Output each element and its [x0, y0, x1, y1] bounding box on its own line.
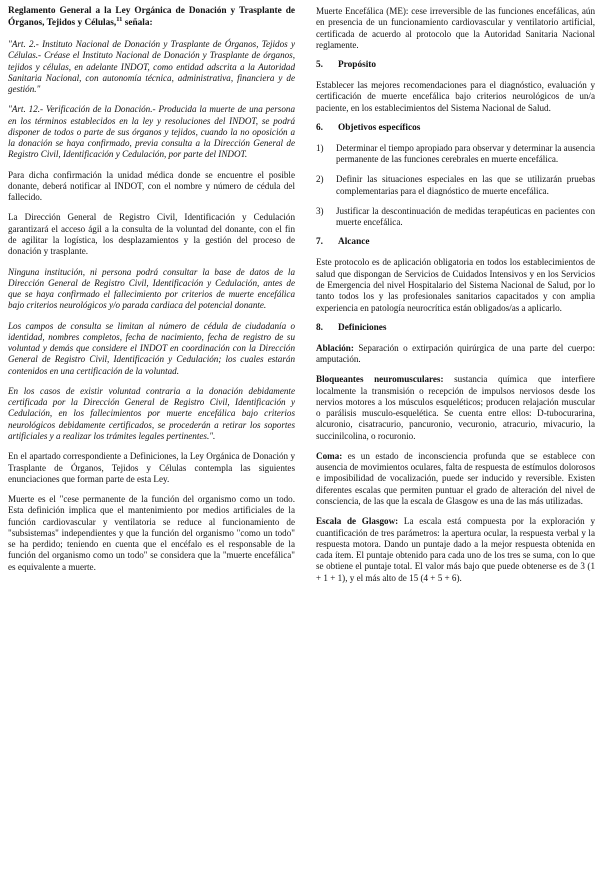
definition-text: sustancia química que interfiere localmente la transmisión o recepción de impulsos nerviosos desde los nervios motores a los músculos esqueléticos; producen relajación muscular o parálisis musculo-esquelética. Se cuenta entre ellos: D-tubocurarina, alcuronio, cisatracurio, pancuronio, vecuronio, atracurio, mivacurio, la succinilcolina, o rocuronio.	[316, 374, 596, 441]
section-7-text: Este protocolo es de aplicación obligatoria en todos los establecimientos de salud que dispongan de Servicios de Cuidados Intensivos y en los Servicios de Emergencia del nivel Hospitalario del Sistema Nacional de Salud, por lo tanto todos los y las profesionales sanitarios capacitados y con amplia experiencia en patología neurocrítica están obligados/as a aplicarlo.	[316, 257, 595, 313]
section-number: 8.	[316, 322, 323, 333]
section-number: 7.	[316, 237, 323, 248]
reglamento-heading-tail: señala:	[122, 17, 153, 28]
section-title: Alcance	[338, 237, 370, 248]
reglamento-heading-text: Reglamento General a la Ley Orgánica de Donación y Trasplante de Órganos, Tejidos y Células,	[8, 6, 295, 28]
paragraph-muerte-encefalica: Muerte Encefálica (ME): cese irreversible de las funciones encefálicas, aún en presencia de un funcionamiento cardiovascular y ventilatorio artificial, certificada de acuerdo al protocolo que la Autoridad Sanitaria Nacional reglamente.	[316, 6, 595, 50]
section-title: Propósito	[338, 60, 377, 71]
list-item	[316, 206, 595, 229]
paragraph-confirmacion: Para dicha confirmación la unidad médica donde se encuentre el posible donante, deberá notificar al INDOT, con el nombre y número de cédula del fallecido.	[8, 169, 295, 203]
paragraph-apartado-definiciones: En el apartado correspondiente a Definiciones, la Ley Orgánica de Donación y Trasplante de Órganos, Tejidos y Células contempla las siguientes enunciaciones que forman parte de esta Ley.	[8, 451, 295, 484]
definition-term: Bloqueantes neuromusculares:	[316, 374, 444, 385]
section-number: 6.	[316, 122, 323, 133]
quote-art-12: "Art. 12.- Verificación de la Donación.- Producida la muerte de una persona en los términos establecidos en la ley y resoluciones del INDOT, se podrá disponer de todos o parte de sus órganos y tejidos, cuando la no oposición a la donación se haya confirmado, previa consulta a la Dirección General de Registro Civil, Identificación y Cedulación, por parte del INDOT.	[8, 104, 295, 160]
section-number: 5.	[316, 60, 323, 71]
definition-text: es un estado de inconsciencia profunda que se establece con ausencia de movimientos oculares, falta de respuesta de estímulos dolorosos e imposibilidad de vocalización, puede ser inducido y reversible. Existen diferentes escalas que permiten puntuar el grado de alteración del nivel de consciencia, de las que la escala de Glasgow es una de las más utilizadas.	[316, 450, 595, 506]
right-column	[316, 6, 595, 593]
quote-campos-consulta: Los campos de consulta se limitan al número de cédula de ciudadanía o identidad, nombres completos, fecha de nacimiento, fecha de registro de su voluntad y demás que considere el INDOT en coordinación con la Dirección General de Registro Civil, Identificación y Cedulación; los cuales estarán contenidos en una certificación de la voluntad.	[8, 320, 295, 376]
paragraph-direccion-registro: La Dirección General de Registro Civil, Identificación y Cedulación garantizará el acceso ágil a la consulta de la voluntad del donante, con el fin de agilitar la logística, los desplazamientos y la gestión del proceso de donación y trasplante.	[8, 212, 295, 257]
section-8-heading	[316, 323, 595, 333]
definition-term: Ablación:	[316, 342, 354, 353]
definition-text: La escala está compuesta por la exploración y cuantificación de tres parámetros: la apertura ocular, la respuesta verbal y la respuesta motora. Dando un puntaje dado a la mejor respuesta obtenida en cada ítem. El puntaje obtenido para cada uno de los tres se suma, con lo que se obtiene el puntaje total. El valor más bajo que puede obtenerse es de 3 (1 + 1 + 1), y el más alto de 15 (4 + 5 + 6).	[316, 516, 595, 583]
list-item	[316, 174, 595, 197]
list-item-number: 2)	[316, 174, 324, 185]
section-5-text: Establecer las mejores recomendaciones para el diagnóstico, evaluación y certificación de muerte encefálica bajo criterios neurológicos de un/a paciente, en los establecimientos del Sistema Nacional de Salud.	[316, 80, 595, 113]
list-item-text: Justificar la descontinuación de medidas terapéuticas en pacientes con muerte encefálica.	[336, 205, 595, 228]
list-item-number: 1)	[316, 142, 324, 153]
quote-ninguna-institucion: Ninguna institución, ni persona podrá consultar la base de datos de la Dirección General de Registro Civil, Identificación y Cedulación, antes de que se haya confirmado el fallecimiento por criterios de muerte encefálica bajo criterios neurológicos y/o parada cardiaca del potencial donante.	[8, 266, 295, 311]
reglamento-heading	[8, 6, 295, 29]
section-title: Definiciones	[338, 322, 387, 333]
definition-bloqueantes	[316, 374, 595, 442]
section-title: Objetivos específicos	[338, 122, 421, 133]
list-item-text: Determinar el tiempo apropiado para observar y determinar la ausencia permanente de las funciones cerebrales en muerte encefálica.	[336, 142, 595, 165]
definition-ablacion	[316, 343, 595, 366]
paragraph-muerte: Muerte es el "cese permanente de la función del organismo como un todo. Esta definición implica que el mantenimiento por medios artificiales de la función cardiovascular y ventilatoria se reduce al funcionamiento de "subsistemas" independientes y que la función del organismo "como un todo" se ha perdido; teniendo en cuenta que el encéfalo es el responsable de la función del organismo como un todo" se considera que la "muerte encefálica" es equivalente a muerte.	[8, 494, 295, 572]
definition-text: Separación o extirpación quirúrgica de una parte del cuerpo: amputación.	[316, 342, 595, 365]
definition-coma	[316, 451, 595, 507]
footnote-ref: 11	[116, 15, 123, 23]
definition-glasgow	[316, 516, 595, 584]
objectives-list	[316, 143, 595, 229]
definition-term: Escala de Glasgow:	[316, 516, 399, 527]
section-5-heading	[316, 60, 595, 70]
list-item	[316, 143, 595, 166]
section-7-heading	[316, 237, 595, 247]
section-6-heading	[316, 123, 595, 133]
list-item-number: 3)	[316, 205, 324, 216]
definition-term: Coma:	[316, 450, 343, 461]
left-column	[8, 6, 295, 582]
quote-art-2: "Art. 2.- Instituto Nacional de Donación y Trasplante de Órganos, Tejidos y Células.- Créase el Instituto Nacional de Donación y Trasplante de órganos, tejidos y células, en adelante INDOT, como entidad adscrita a la Autoridad Sanitaria Nacional, con autonomía técnica, administrativa, financiera y de gestión."	[8, 39, 295, 95]
list-item-text: Definir las situaciones especiales en las que se utilizarán pruebas complementarias para el diagnóstico de muerte encefálica.	[336, 174, 595, 196]
quote-voluntad-contraria: En los casos de existir voluntad contraria a la donación debidamente certificada por la Dirección General de Registro Civil, Identificación y Cedulación, en los fallecimientos por muerte encefálica bajo criterios neurológicos debidamente certificados, se procederán a retirar los soportes artificiales y a realizar los trámites legales pertinentes.".	[8, 385, 295, 441]
